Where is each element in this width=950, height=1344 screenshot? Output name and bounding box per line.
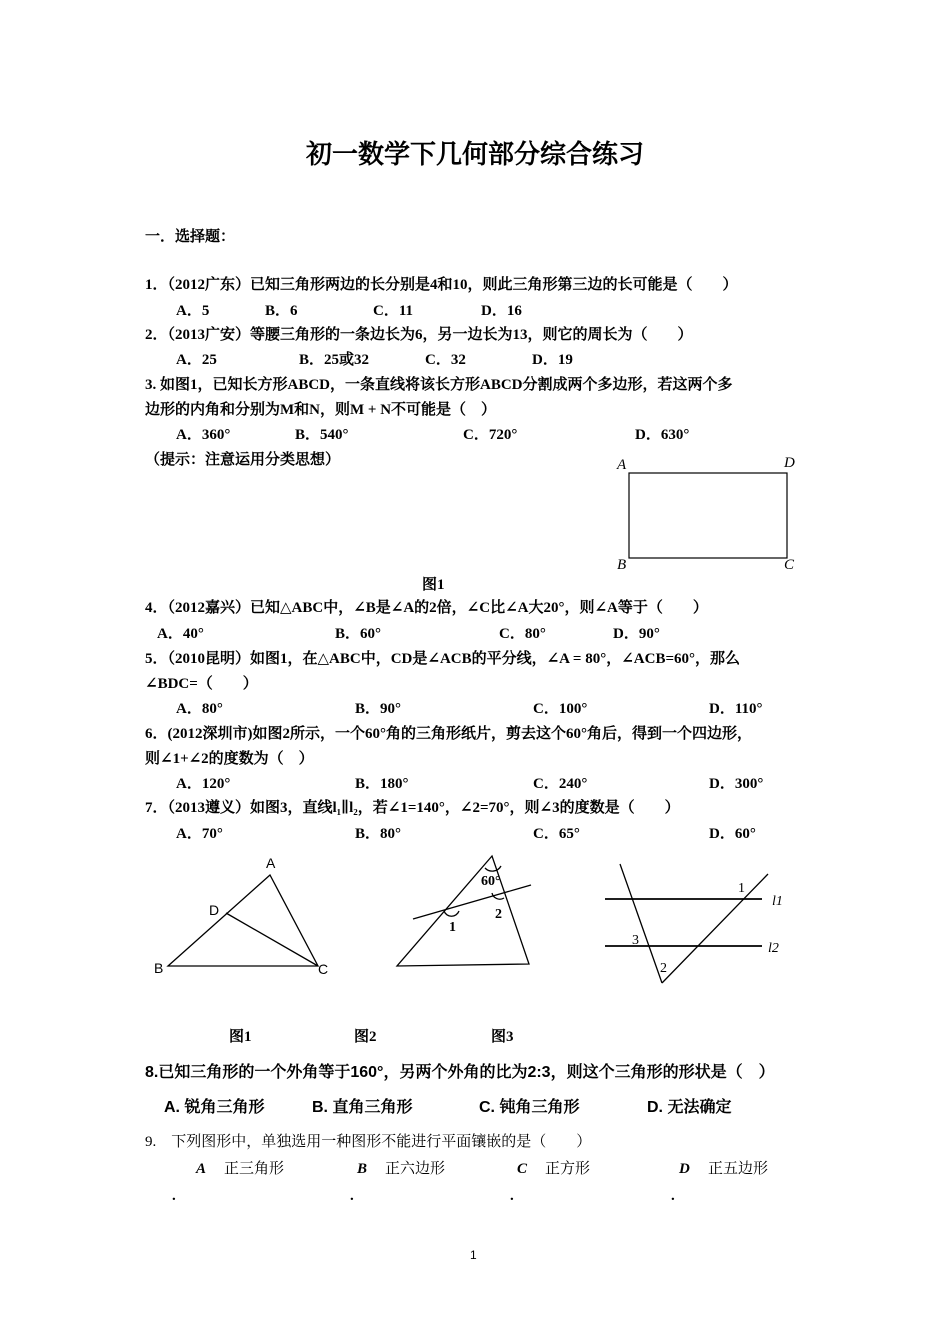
q2-option-b: B．25或32 <box>299 352 370 368</box>
question-2: 2．（2013广安）等腰三角形的一条边长为6，另一边长为13，则它的周长为（ ） <box>145 327 693 343</box>
q2-option-a: A．25 <box>176 352 217 368</box>
fig2-label-1: 1 <box>449 920 456 935</box>
q9-option-c-letter: C <box>517 1161 528 1177</box>
fig1-label-b: B <box>154 960 164 976</box>
q6-option-c: C．240° <box>533 776 588 792</box>
q8-option-c: C. 钝角三角形 <box>479 1099 580 1116</box>
label-c: C <box>784 557 795 573</box>
question-1: 1．（2012广东）已知三角形两边的长分别是4和10，则此三角形第三边的长可能是（ ） <box>145 277 738 293</box>
q3-option-a: A．360° <box>176 427 231 443</box>
q2-option-c: C．32 <box>425 352 466 368</box>
fig2-angle-arc <box>485 866 501 871</box>
q9-option-b-letter: B <box>357 1161 368 1177</box>
fig1-caption: 图1 <box>229 1029 252 1045</box>
q3-hint: （提示：注意运用分类思想） <box>145 452 341 468</box>
question-8: 8.已知三角形的一个外角等于160°，另两个外角的比为2:3，则这个三角形的形状是（ ） <box>145 1064 775 1081</box>
q7-option-b: B．80° <box>355 826 402 842</box>
label-b: B <box>617 557 627 573</box>
q5-option-d: D．110° <box>709 701 763 717</box>
q7-option-a: A．70° <box>176 826 223 842</box>
q9-option-a: 正三角形 <box>224 1161 285 1177</box>
fig1-label-c: C <box>318 961 329 977</box>
fig3-label-1: 1 <box>738 881 745 896</box>
dot-marker: . <box>350 1188 354 1204</box>
section-heading: 一．选择题： <box>145 229 236 245</box>
fig3-transversal-left <box>620 864 662 983</box>
question-5-line1: 5．（2010昆明）如图1，在△ABC中，CD是∠ACB的平分线，∠A = 80°，∠ACB=60°，那么 <box>145 651 741 667</box>
dot-marker: . <box>510 1188 514 1204</box>
dot-marker: . <box>671 1188 675 1204</box>
page-title: 初一数学下几何部分综合练习 <box>305 140 644 170</box>
fig2-angle1-arc <box>444 911 459 916</box>
rect-caption: 图1 <box>422 577 445 593</box>
q3-option-d: D．630° <box>635 427 690 443</box>
q6-option-a: A．120° <box>176 776 231 792</box>
question-4: 4．（2012嘉兴）已知△ABC中，∠B是∠A的2倍，∠C比∠A大20°，则∠A等于（ ） <box>145 600 708 616</box>
q7-option-c: C．65° <box>533 826 580 842</box>
fig3-transversal-right <box>662 874 768 983</box>
q4-option-c: C．80° <box>499 626 546 642</box>
q3-option-b: B．540° <box>295 427 349 443</box>
label-a: A <box>617 457 627 473</box>
fig2-caption: 图2 <box>354 1029 377 1045</box>
q6-option-b: B．180° <box>355 776 409 792</box>
q1-option-a: A．5 <box>176 303 210 319</box>
q8-option-a: A. 锐角三角形 <box>164 1099 265 1116</box>
q5-option-b: B．90° <box>355 701 402 717</box>
q4-option-a: A．40° <box>157 626 204 642</box>
fig2-triangle <box>397 856 529 966</box>
q9-option-d-letter: D <box>679 1161 690 1177</box>
label-d: D <box>784 455 795 471</box>
question-5-line2: ∠BDC=（ ） <box>145 676 258 692</box>
question-6-line2: 则∠1+∠2的度数为（ ） <box>145 751 314 767</box>
q1-option-c: C．11 <box>373 303 414 319</box>
question-3-line2: 边形的内角和分别为M和N，则M + N不可能是（ ） <box>145 402 497 418</box>
q3-option-c: C．720° <box>463 427 518 443</box>
q9-option-d: 正五边形 <box>708 1161 769 1177</box>
q7-option-d: D．60° <box>709 826 756 842</box>
q8-option-b: B. 直角三角形 <box>312 1099 413 1116</box>
fig1-label-d: D <box>209 902 220 918</box>
q6-option-d: D．300° <box>709 776 764 792</box>
fig3-label-3: 3 <box>632 933 639 948</box>
question-7: 7．（2013遵义）如图3，直线l₁∥l₂，若∠1=140°，∠2=70°，则∠3的度数是（ ） <box>145 800 680 816</box>
question-6-line1: 6．(2012深圳市)如图2所示，一个60°角的三角形纸片，剪去这个60°角后，得到一个四边形， <box>145 726 752 742</box>
page-number: 1 <box>470 1248 477 1262</box>
fig2-cut-line <box>413 885 531 919</box>
q1-option-b: B．6 <box>265 303 298 319</box>
q9-option-c: 正方形 <box>545 1161 591 1177</box>
question-3-line1: 3. 如图1，已知长方形ABCD，一条直线将该长方形ABCD分割成两个多边形，若这两个多 <box>145 377 733 393</box>
fig3-label-l2: l2 <box>768 941 779 956</box>
question-9: 9. 下列图形中，单独选用一种图形不能进行平面镶嵌的是（ ） <box>145 1134 592 1150</box>
fig1-label-a: A <box>266 855 276 871</box>
fig3-label-l1: l1 <box>772 894 783 909</box>
q8-option-d: D. 无法确定 <box>647 1099 732 1116</box>
q1-option-d: D．16 <box>481 303 522 319</box>
q4-option-b: B．60° <box>335 626 382 642</box>
q5-option-a: A．80° <box>176 701 223 717</box>
dot-marker: . <box>172 1188 176 1204</box>
q9-option-a-letter: A <box>196 1161 207 1177</box>
fig2-label-2: 2 <box>495 907 502 922</box>
q4-option-d: D．90° <box>613 626 660 642</box>
q2-option-d: D．19 <box>532 352 573 368</box>
fig3-caption: 图3 <box>491 1029 514 1045</box>
fig2-label-60: 60° <box>481 874 501 889</box>
q9-option-b: 正六边形 <box>385 1161 446 1177</box>
fig3-label-2: 2 <box>660 961 667 976</box>
q5-option-c: C．100° <box>533 701 588 717</box>
